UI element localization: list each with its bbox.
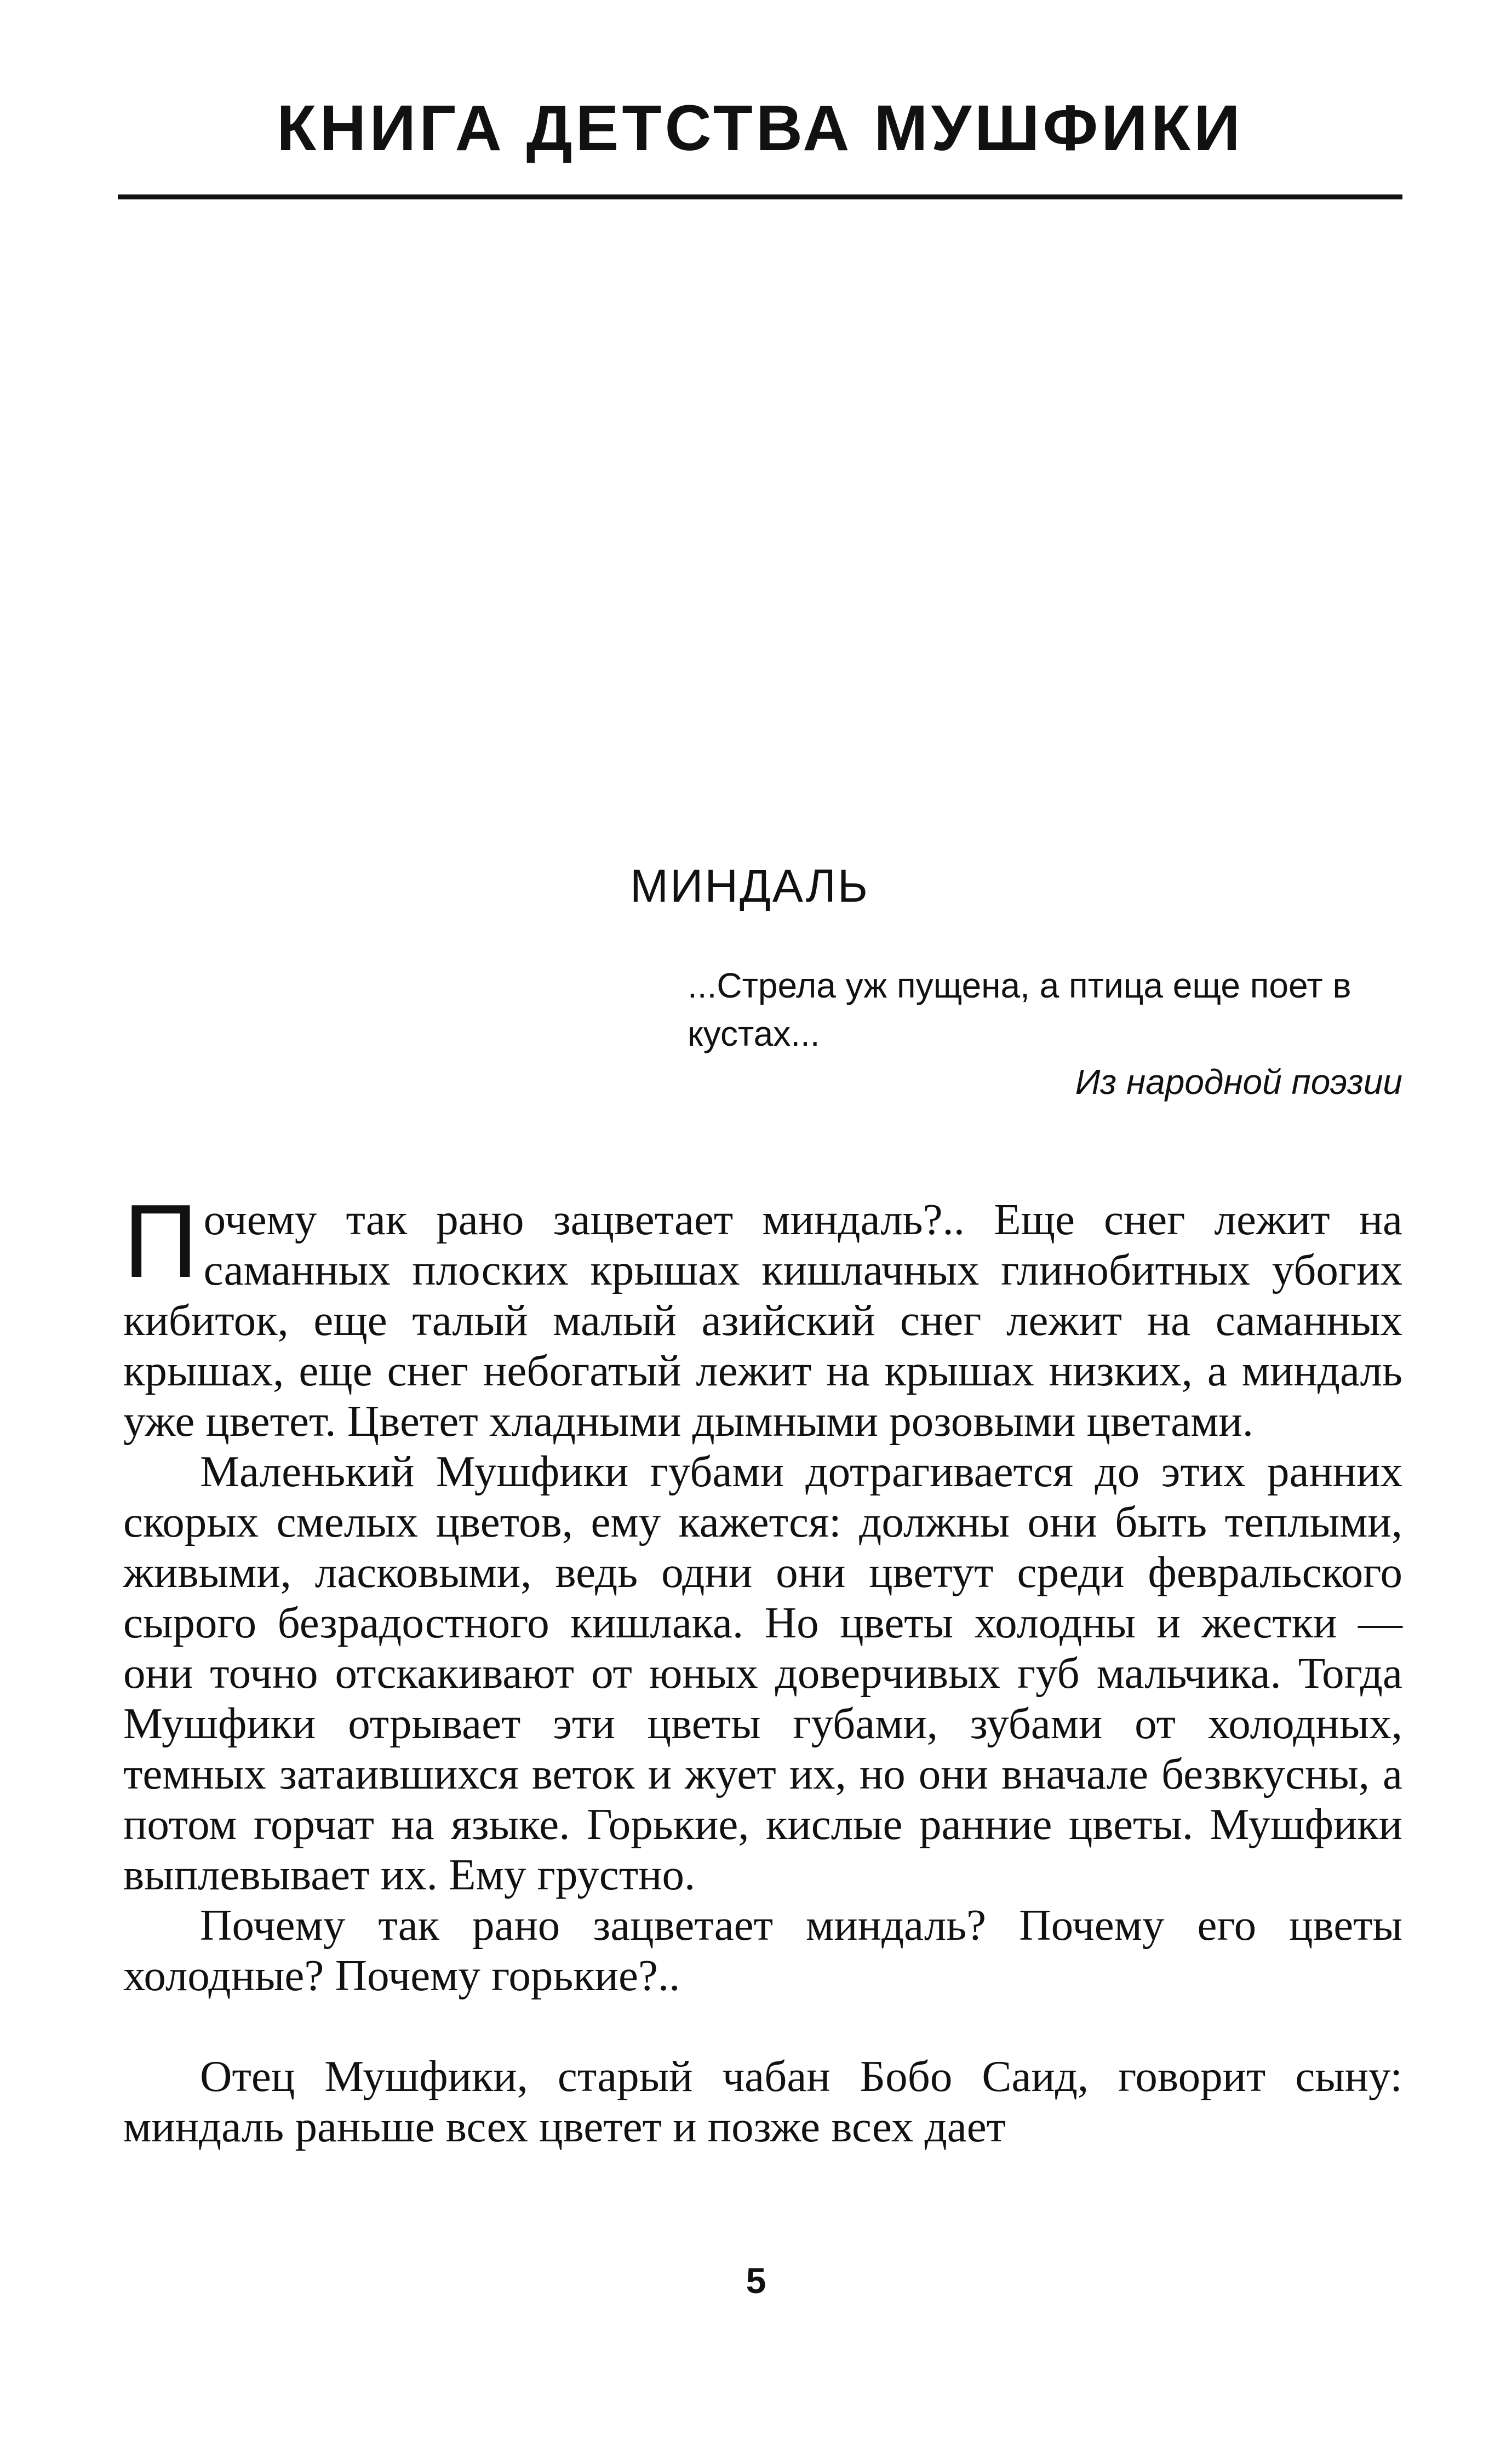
paragraph-2: Маленький Мушфики губами дотрагивается до этих ранних скорых смелых цветов, ему кажется: должны они быть теплыми, живыми, ласковыми, ведь одни они цветут среди февральского сырого безрадостного кишлака. Но цветы холодны и жестки — они точно отскакивают от юных доверчивых губ мальчика. Тогда Мушфики отрывает эти цветы губами, зубами от холодных, темных затаившихся веток и жует их, но они вначале безвкусны, а потом горчат на языке. Горькие, кислые ранние цветы. Мушфики выплевывает их. Ему грустно. <box>123 1447 1402 1899</box>
paragraph-1: Почему так рано зацветает миндаль?.. Еще снег лежит на саманных плоских крышах кишлачных глинобитных убогих кибиток, еще талый малый азийский снег лежит на саманных крышах, еще снег небогатый лежит на крышах низких, а миндаль уже цветет. Цветет хладными дымными розовыми цветами. <box>123 1183 1402 1446</box>
epigraph <box>688 961 1402 1106</box>
page-number: 5 <box>746 2260 766 2301</box>
chapter-title: МИНДАЛЬ <box>630 860 870 912</box>
chapter-body <box>123 1183 1402 2152</box>
paragraph-4: Отец Мушфики, старый чабан Бобо Саид, говорит сыну: миндаль раньше всех цветет и позже всех дает <box>123 2052 1402 2151</box>
epigraph-text: ...Стрела уж пущена, а птица еще поет в кустах... <box>688 966 1351 1053</box>
title-divider <box>118 194 1402 199</box>
book-title: КНИГА ДЕТСТВА МУШФИКИ <box>277 92 1244 164</box>
paragraph-3: Почему так рано зацветает миндаль? Почему его цветы холодные? Почему горькие?.. <box>123 1900 1402 2000</box>
section-break <box>123 2001 1402 2051</box>
epigraph-source: Из народной поэзии <box>1075 1062 1402 1102</box>
